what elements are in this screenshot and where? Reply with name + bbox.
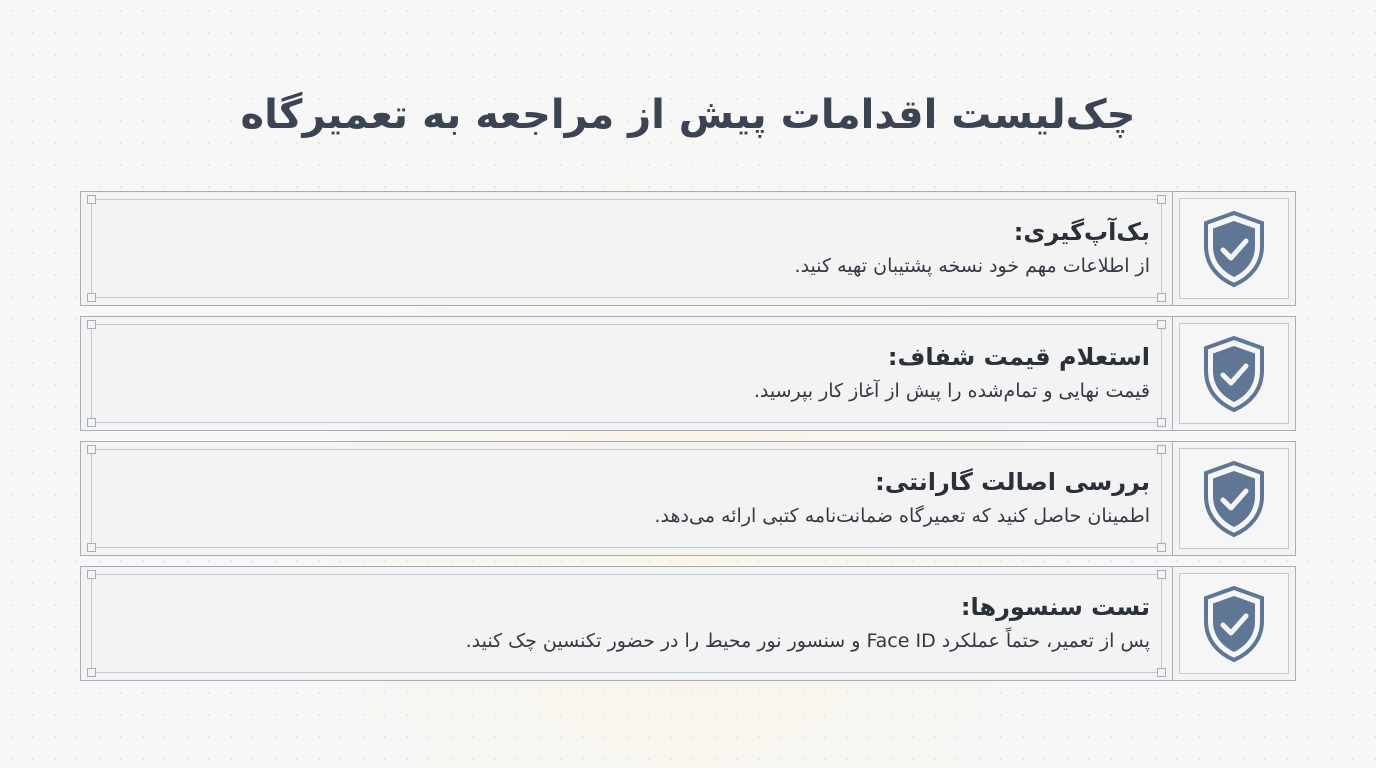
page-title: چک‌لیست اقدامات پیش از مراجعه به تعمیرگاه — [240, 92, 1136, 138]
corner-ornament — [87, 418, 96, 427]
corner-ornament — [1157, 320, 1166, 329]
checklist-item-title: بررسی اصالت گارانتی: — [875, 468, 1150, 496]
checklist-item-description: از اطلاعات مهم خود نسخه پشتیبان تهیه کنید. — [794, 255, 1150, 277]
checklist-item-text — [111, 589, 1150, 657]
checklist-item-content — [81, 442, 1172, 555]
checklist-item-text — [111, 464, 1150, 532]
checklist-item — [80, 441, 1296, 556]
checklist-item-description: اطمینان حاصل کنید که تعمیرگاه ضمانت‌نامه کتبی ارائه می‌دهد. — [654, 505, 1150, 527]
shield-check-icon — [1201, 210, 1267, 288]
checklist — [80, 191, 1296, 691]
corner-ornament — [87, 570, 96, 579]
corner-ornament — [87, 320, 96, 329]
checklist-item-icon-cell — [1172, 567, 1295, 680]
shield-check-icon — [1201, 585, 1267, 663]
corner-ornament — [87, 668, 96, 677]
checklist-item-text — [111, 339, 1150, 407]
icon-frame — [1179, 323, 1289, 424]
corner-ornament — [1157, 418, 1166, 427]
checklist-item-content — [81, 567, 1172, 680]
checklist-item-title: بک‌آپ‌گیری: — [1013, 218, 1150, 246]
corner-ornament — [87, 195, 96, 204]
checklist-item-title: استعلام قیمت شفاف: — [887, 343, 1150, 371]
corner-ornament — [1157, 445, 1166, 454]
checklist-item — [80, 316, 1296, 431]
checklist-item-description: پس از تعمیر، حتماً عملکرد Face ID و سنسور نور محیط را در حضور تکنسین چک کنید. — [465, 630, 1150, 652]
corner-ornament — [87, 445, 96, 454]
checklist-item-icon-cell — [1172, 317, 1295, 430]
checklist-item-icon-cell — [1172, 192, 1295, 305]
corner-ornament — [1157, 668, 1166, 677]
checklist-item-content — [81, 317, 1172, 430]
checklist-item — [80, 191, 1296, 306]
corner-ornament — [1157, 543, 1166, 552]
shield-check-icon — [1201, 335, 1267, 413]
checklist-item-title: تست سنسورها: — [960, 593, 1150, 621]
corner-ornament — [1157, 293, 1166, 302]
checklist-item-icon-cell — [1172, 442, 1295, 555]
checklist-item-description: قیمت نهایی و تمام‌شده را پیش از آغاز کار بپرسید. — [753, 380, 1150, 402]
checklist-item-content — [81, 192, 1172, 305]
checklist-item — [80, 566, 1296, 681]
shield-check-icon — [1201, 460, 1267, 538]
corner-ornament — [1157, 570, 1166, 579]
checklist-item-text — [111, 214, 1150, 282]
icon-frame — [1179, 448, 1289, 549]
corner-ornament — [1157, 195, 1166, 204]
corner-ornament — [87, 293, 96, 302]
icon-frame — [1179, 198, 1289, 299]
icon-frame — [1179, 573, 1289, 674]
corner-ornament — [87, 543, 96, 552]
